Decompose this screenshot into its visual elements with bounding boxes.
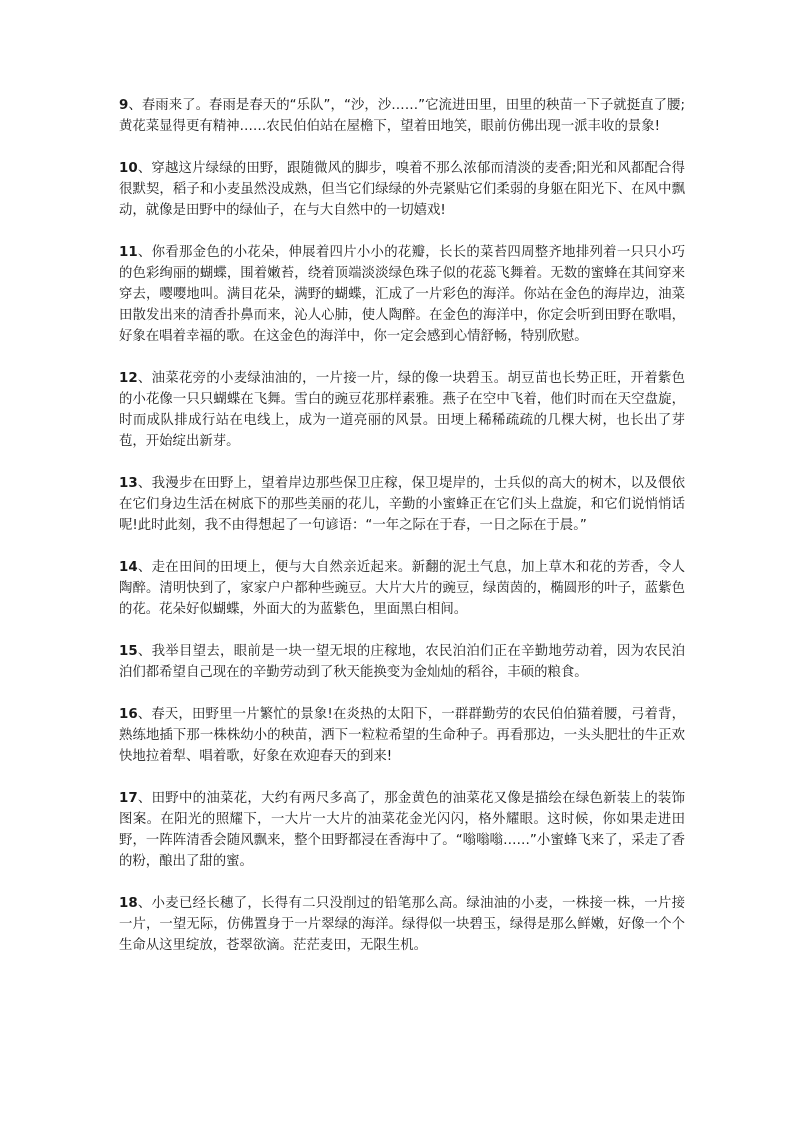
paragraph-text: 、油菜花旁的小麦绿油油的，一片接一片，绿的像一块碧玉。胡豆苗也长势正旺，开着紫色的小花像一只只蝴蝶在飞舞。雪白的豌豆花那样素雅。燕子在空中飞着，他们时而在天空盘旋，时而成队排成行站在电线上，成为一道亮丽的风景。田埂上稀稀疏疏的几棵大树，也长出了芽苞，开始绽出新芽。: [119, 371, 685, 449]
paragraph-number: 10: [119, 161, 138, 176]
paragraph-number: 14: [119, 560, 138, 575]
paragraph-text: 、田野中的油菜花，大约有两尺多高了，那金黄色的油菜花又像是描绘在绿色新装上的装饰图案。在阳光的照耀下，一大片一大片的油菜花金光闪闪，格外耀眼。这时候，你如果走进田野，一阵阵清香会随风飘来，整个田野都浸在香海中了。“嗡嗡嗡……”小蜜蜂飞来了，采走了香的粉，酿出了甜的蜜。: [119, 791, 685, 869]
paragraph-text: 、春雨来了。春雨是春天的“乐队”，“沙，沙……”它流进田里，田里的秧苗一下子就挺直了腰;黄花菜显得更有精神……农民伯伯站在屋檐下，望着田地笑，眼前仿佛出现一派丰收的景象!: [119, 98, 685, 134]
paragraph-text: 、你看那金色的小花朵，伸展着四片小小的花瓣，长长的菜苔四周整齐地排列着一只只小巧的色彩绚丽的蝴蝶，围着嫩苔，绕着顶端淡淡绿色珠子似的花蕊飞舞着。无数的蜜蜂在其间穿来穿去，嘤嘤地叫。满目花朵，满野的蝴蝶，汇成了一片彩色的海洋。你站在金色的海岸边，油菜田散发出来的清香扑鼻而来，沁人心肺，使人陶醉。在金色的海洋中，你定会听到田野在歌唱，好象在唱着幸福的歌。在这金色的海洋中，你一定会感到心情舒畅，特别欣慰。: [119, 245, 685, 344]
paragraph-9: [119, 95, 685, 137]
paragraph-number: 16: [119, 707, 138, 722]
paragraph-text: 、我举目望去，眼前是一块一望无垠的庄稼地，农民泊泊们正在辛勤地劳动着，因为农民泊泊们都希望自己现在的辛勤劳动到了秋天能换变为金灿灿的稻谷，丰硕的粮食。: [119, 644, 685, 680]
paragraph-text: 、我漫步在田野上，望着岸边那些保卫庄稼，保卫堤岸的，士兵似的高大的树木，以及偎依在它们身边生活在树底下的那些美丽的花儿，辛勤的小蜜蜂正在它们头上盘旋，和它们说悄悄话呢!此时此刻，我不由得想起了一句谚语：“一年之际在于春，一日之际在于晨。”: [119, 476, 685, 533]
paragraph-13: [119, 473, 685, 536]
paragraph-text: 、小麦已经长穗了，长得有二只没削过的铅笔那么高。绿油油的小麦，一株接一株，一片接一片，一望无际，仿佛置身于一片翠绿的海洋。绿得似一块碧玉，绿得是那么鲜嫩，好像一个个生命从这里绽放，苍翠欲滴。茫茫麦田，无限生机。: [119, 896, 685, 953]
paragraph-text: 、春天，田野里一片繁忙的景象!在炎热的太阳下，一群群勤劳的农民伯伯猫着腰，弓着背，熟练地插下那一株株幼小的秧苗，洒下一粒粒希望的生命种子。再看那边，一头头肥壮的牛正欢快地拉着犁、唱着歌，好象在欢迎春天的到来!: [119, 707, 685, 764]
paragraph-12: [119, 368, 685, 452]
paragraph-10: [119, 158, 685, 221]
document-page: [119, 95, 685, 977]
paragraph-number: 17: [119, 791, 138, 806]
paragraph-16: [119, 704, 685, 767]
paragraph-number: 11: [119, 245, 138, 260]
paragraph-text: 、走在田间的田埂上，便与大自然亲近起来。新翻的泥土气息，加上草木和花的芳香，令人陶醉。清明快到了，家家户户都种些豌豆。大片大片的豌豆，绿茵茵的，椭圆形的叶子，蓝紫色的花。花朵好似蝴蝶，外面大的为蓝紫色，里面黑白相间。: [119, 560, 685, 617]
paragraph-number: 18: [119, 896, 138, 911]
paragraph-number: 9: [119, 98, 129, 113]
paragraph-17: [119, 788, 685, 872]
paragraph-number: 13: [119, 476, 138, 491]
paragraph-number: 12: [119, 371, 138, 386]
paragraph-number: 15: [119, 644, 138, 659]
paragraph-text: 、穿越这片绿绿的田野，跟随微风的脚步，嗅着不那么浓郁而清淡的麦香;阳光和风都配合得很默契，稻子和小麦虽然没成熟，但当它们绿绿的外壳紧贴它们柔弱的身躯在阳光下、在风中飘动，就像是田野中的绿仙子，在与大自然中的一切嬉戏!: [119, 161, 685, 218]
paragraph-11: [119, 242, 685, 347]
paragraph-15: [119, 641, 685, 683]
paragraph-14: [119, 557, 685, 620]
paragraph-18: [119, 893, 685, 956]
